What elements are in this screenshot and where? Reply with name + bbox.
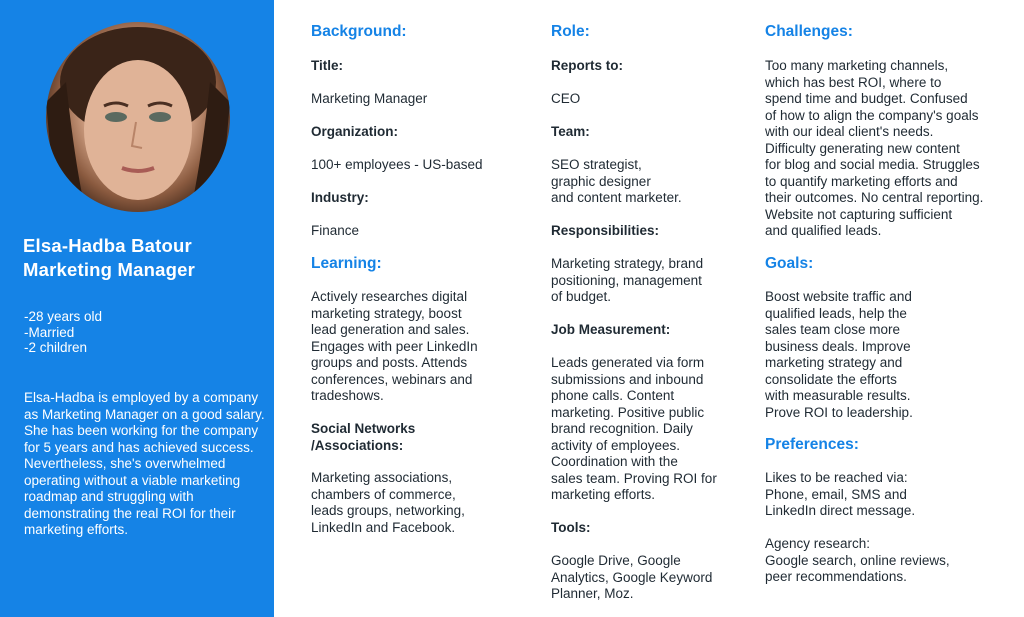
social-networks-label: Social Networks /Associations: — [311, 421, 416, 453]
tools-label: Tools: — [551, 520, 591, 535]
reports-to-label: Reports to: — [551, 58, 623, 73]
title-value: Marketing Manager — [311, 91, 428, 106]
preferences-heading: Preferences: — [765, 436, 859, 453]
goals-heading: Goals: — [765, 255, 814, 272]
responsibilities-label: Responsibilities: — [551, 223, 660, 238]
persona-title: Marketing Manager — [23, 259, 195, 280]
preferences-research: Agency research: Google search, online reviews, peer recommendations. — [765, 536, 950, 584]
fact-children: -2 children — [24, 340, 88, 355]
challenges-text: Too many marketing channels, which has best ROI, where to spend time and budget. Confused of how to align the company's goals with our ideal client's needs. Difficulty generating new content for blog and social media. Struggles to quantify marketing efforts and their outcomes. No central reporting. Website not capturing sufficient and qualified leads. — [765, 58, 984, 238]
learning-heading: Learning: — [311, 255, 382, 272]
fact-marital-status: -Married — [24, 324, 75, 340]
avatar — [46, 22, 230, 212]
background-heading: Background: — [311, 23, 407, 40]
tools-value: Google Drive, Google Analytics, Google Keyword Planner, Moz. — [551, 553, 713, 601]
job-measurement-value: Leads generated via form submissions and inbound phone calls. Content marketing. Positive public brand recognition. Daily activity of employees. Coordination with the sales team. Proving ROI for marketing efforts. — [551, 355, 717, 502]
persona-name-block — [23, 234, 195, 282]
avatar-portrait-image — [46, 22, 230, 212]
persona-facts — [24, 309, 102, 356]
industry-label: Industry: — [311, 190, 369, 205]
team-value: SEO strategist, graphic designer and content marketer. — [551, 157, 682, 205]
responsibilities-value: Marketing strategy, brand positioning, management of budget. — [551, 256, 704, 304]
organization-label: Organization: — [311, 124, 398, 139]
persona-bio: Elsa-Hadba is employed by a company as Marketing Manager on a good salary. She has been working for the company for 5 years and has achieved success. Nevertheless, she's overwhelmed operating without a viable marketing roadmap and struggling with demonstrating the real ROI for their marketing efforts. — [24, 390, 265, 537]
goals-text: Boost website traffic and qualified leads, help the sales team close more business deals. Improve marketing strategy and consolidate the efforts with measurable results. Prove ROI to leadership. — [765, 289, 913, 420]
challenges-heading: Challenges: — [765, 23, 853, 40]
persona-sidebar — [0, 0, 274, 617]
team-label: Team: — [551, 124, 590, 139]
job-measurement-label: Job Measurement: — [551, 322, 671, 337]
industry-value: Finance — [311, 223, 360, 238]
preferences-contact: Likes to be reached via: Phone, email, SMS and LinkedIn direct message. — [765, 470, 916, 518]
organization-value: 100+ employees - US-based — [311, 157, 483, 172]
persona-name: Elsa-Hadba Batour — [23, 235, 192, 256]
social-networks-text: Marketing associations, chambers of commerce, leads groups, networking, LinkedIn and Facebook. — [311, 470, 465, 535]
fact-age: -28 years old — [24, 309, 103, 324]
role-heading: Role: — [551, 23, 590, 40]
title-label: Title: — [311, 58, 344, 73]
learning-text: Actively researches digital marketing strategy, boost lead generation and sales. Engages with peer LinkedIn groups and posts. Attends conferences, webinars and tradeshows. — [311, 289, 478, 403]
reports-to-value: CEO — [551, 91, 581, 106]
